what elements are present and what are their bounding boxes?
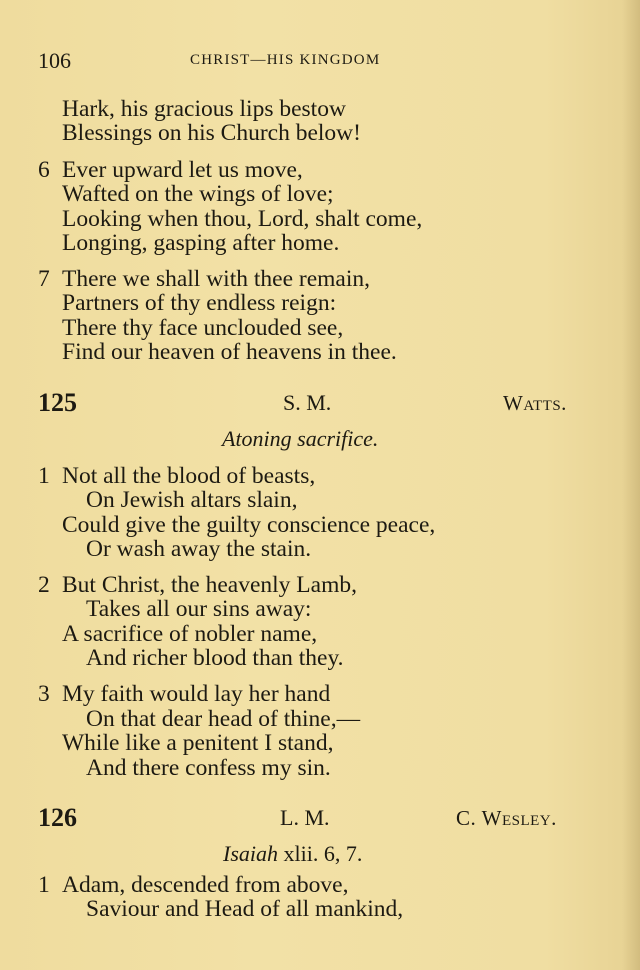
- page-number: 106: [38, 48, 71, 73]
- verse-line: Saviour and Head of all mankind,: [86, 896, 404, 922]
- stanza-number: 7: [38, 266, 50, 292]
- verse-line: While like a penitent I stand,: [62, 730, 334, 756]
- verse-line: Wafted on the wings of love;: [62, 181, 334, 207]
- verse-line: My faith would lay her hand: [62, 681, 331, 707]
- verse-line: Or wash away the stain.: [86, 536, 312, 562]
- verse-line: Ever upward let us move,: [62, 157, 303, 183]
- verse-line: Not all the blood of beasts,: [62, 463, 316, 489]
- verse-line: A sacrifice of nobler name,: [62, 621, 318, 647]
- hymn-subtitle: Atoning sacrifice.: [222, 426, 379, 451]
- hymn-author: C. Wesley.: [456, 806, 557, 830]
- stanza-number: 6: [38, 157, 50, 183]
- subtitle-book: Isaiah: [223, 841, 278, 866]
- verse-line: Looking when thou, Lord, shalt come,: [62, 206, 423, 232]
- stanza-number: 1: [38, 872, 50, 898]
- verse-line: Adam, descended from above,: [62, 872, 349, 898]
- page-edge-shadow: [622, 0, 640, 970]
- stanza-number: 2: [38, 572, 50, 598]
- verse-line: But Christ, the heavenly Lamb,: [62, 572, 358, 598]
- verse-line: Could give the guilty conscience peace,: [62, 512, 436, 538]
- hymn-meter: S. M.: [283, 390, 332, 415]
- running-head: CHRIST—HIS KINGDOM: [190, 52, 381, 68]
- verse-line: There we shall with thee remain,: [62, 266, 370, 292]
- page-header: [38, 48, 598, 76]
- hymn-number: 126: [38, 803, 77, 832]
- verse-line: Find our heaven of heavens in thee.: [62, 339, 397, 365]
- verse-line: Takes all our sins away:: [86, 596, 312, 622]
- hymn-subtitle: [223, 843, 362, 865]
- verse-line: And there confess my sin.: [86, 755, 331, 781]
- verse-line: Blessings on his Church below!: [62, 120, 361, 146]
- verse-line: And richer blood than they.: [86, 645, 344, 671]
- verse-line: Partners of thy endless reign:: [62, 290, 337, 316]
- verse-line: On that dear head of thine,—: [86, 706, 361, 732]
- subtitle-reference: xlii. 6, 7.: [278, 841, 363, 866]
- hymn-author: Watts.: [503, 391, 567, 415]
- stanza-number: 1: [38, 463, 50, 489]
- verse-line: There thy face unclouded see,: [62, 315, 344, 341]
- verse-line: Hark, his gracious lips bestow: [62, 96, 346, 122]
- hymn-number: 125: [38, 388, 77, 417]
- verse-line: Longing, gasping after home.: [62, 230, 340, 256]
- stanza-number: 3: [38, 681, 50, 707]
- verse-line: On Jewish altars slain,: [86, 487, 298, 513]
- hymn-meter: L. M.: [280, 805, 330, 830]
